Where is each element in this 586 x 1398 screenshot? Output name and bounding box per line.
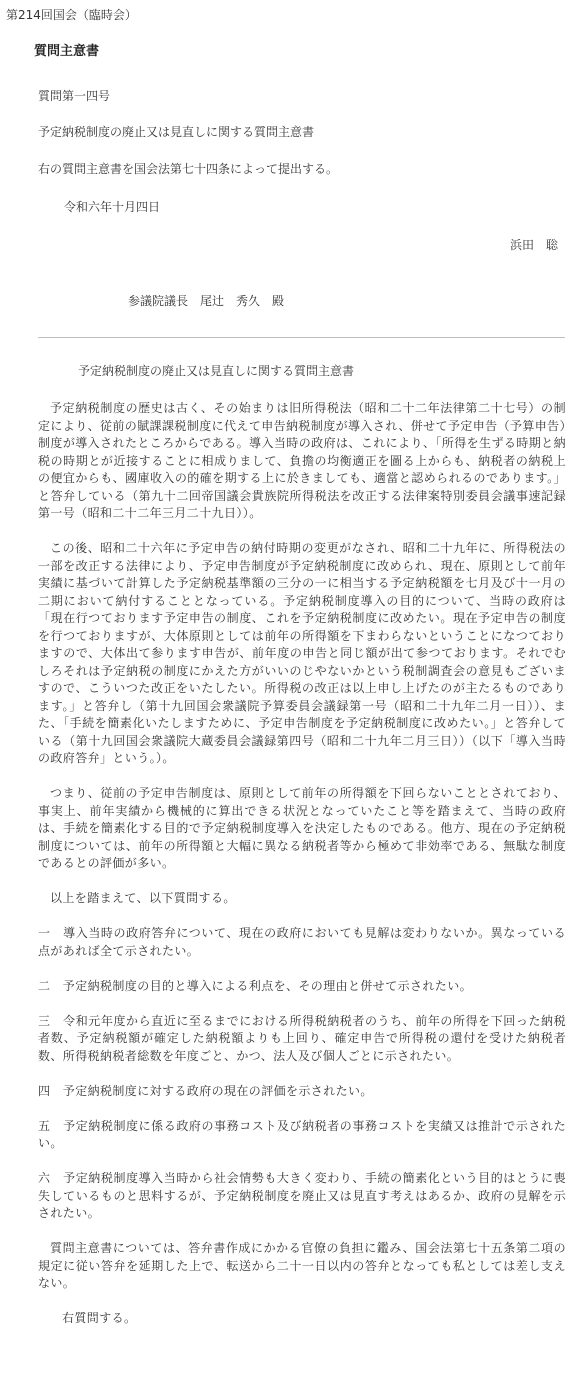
body-paragraph-revision: この後、昭和二十六年に予定申告の納付時期の変更がなされ、昭和二十九年に、所得税法の一部を改正する法律により、予定申告制度が予定納税制度に改められ、現在、原則として前年実績に基づいて計算した予定納税基準額の三分の一に相当する予定納税額を七月及び十一月の二期において納付することとなっている。予定納税制度導入の目的について、当時の政府は「現在行つております予定申告の制度、これを予定納税制度に改めたい。現在予定申告の制度を行つておりますが、大体原則としては前年の所得額を下まわらないということになつておりますので、大体出て参ります申告が、前年度の申告と同じ額が出て参つております。それでむしろそれは予定納税の制度にかえた方がいいのじやないかという税制調査会の意見もございますので、こういつた改正をいたしたい。所得税の改正は以上申し上げたのが主たるものであります。」と答弁し（第十九回国会衆議院予算委員会議録第一号（昭和二十九年二月一日））、また、「手続を簡素化いたしますために、予定申告制度を予定納税制度に改めたい。」と答弁している（第十九回国会衆議院大蔵委員会議録第四号（昭和二十九年二月三日））（以下「導入当時の政府答弁」という。）。 xyxy=(38,541,566,765)
question-number: 質問第一四号 xyxy=(38,89,111,103)
session-label: 第214回国会（臨時会） xyxy=(6,8,137,22)
divider xyxy=(38,337,565,338)
body-paragraph-lead: 以上を踏まえて、以下質問する。 xyxy=(50,891,236,905)
document-kind-heading: 質問主意書 xyxy=(34,44,100,59)
submission-statement: 右の質問主意書を国会法第七十四条によって提出する。 xyxy=(38,162,339,176)
question-item-2: 二 予定納税制度の目的と導入による利点を、その理由と併せて示されたい。 xyxy=(38,978,473,993)
question-item-3: 三 令和元年度から直近に至るまでにおける所得税納税者のうち、前年の所得を下回った納税者数、予定納税額が確定した納税額よりも上回り、確定申告で所得税の還付を受けた納税者数、所得税納税者総数を年度ごと、かつ、法人及び個人ごとに示されたい。 xyxy=(38,1013,566,1063)
closing-statement: 右質問する。 xyxy=(62,1311,137,1325)
question-item-5: 五 予定納税制度に係る政府の事務コスト及び納税者の事務コストを実績又は推計で示されたい。 xyxy=(38,1118,566,1150)
addressee: 参議院議長 尾辻 秀久 殿 xyxy=(128,294,285,308)
body-paragraph-summary: つまり、従前の予定申告制度は、原則として前年の所得額を下回らないこととされており、事実上、前年実績から機械的に算出できる状況となっていたこと等を踏まえて、当時の政府は、手続を簡素化する目的で予定納税制度導入を決定したものである。他方、現在の予定納税制度については、前年の所得額と大幅に異なる納税者等から極めて非効率である、無駄な制度であるとの評価が多い。 xyxy=(38,786,566,870)
body-paragraph-answer-deferral: 質問主意書については、答弁書作成にかかる官僚の負担に鑑み、国会法第七十五条第二項の規定に従い答弁を延期した上で、転送から二十一日以内の答弁となっても私としては差し支えない。 xyxy=(38,1241,566,1290)
body-title: 予定納税制度の廃止又は見直しに関する質問主意書 xyxy=(78,364,355,378)
cover-title: 予定納税制度の廃止又は見直しに関する質問主意書 xyxy=(38,125,315,139)
question-item-1: 一 導入当時の政府答弁について、現在の政府においても見解は変わりないか。異なっている点があれば全て示されたい。 xyxy=(38,926,566,958)
question-body xyxy=(38,400,566,1345)
body-paragraph-history: 予定納税制度の歴史は古く、その始まりは旧所得税法（昭和二十二年法律第二十七号）の制定により、従前の賦課課税制度に代えて申告納税制度が導入され、併せて予定申告（予算申告）制度が導入されたところからである。導入当時の政府は、これにより、「所得を生ずる時期と納税の時期とが近接することに相成りまして、負擔の均衡適正を圖る上からも、納税者の納税上の便宜からも、國庫收入の的確を期する上に於きましても、適當と認められるのであります。」と答弁している（第九十二回帝国議会貴族院所得税法を改正する法律案特別委員会議事速記録第一号（昭和二十二年三月二十九日））。 xyxy=(38,401,566,520)
submission-date: 令和六年十月四日 xyxy=(64,200,161,214)
author-name: 浜田 聡 xyxy=(509,238,558,252)
question-item-4: 四 予定納税制度に対する政府の現在の評価を示されたい。 xyxy=(38,1083,373,1098)
question-item-6: 六 予定納税制度導入当時から社会情勢も大きく変わり、手続の簡素化という目的はとうに喪失しているものと思料するが、予定納税制度を廃止又は見直す考えはあるか、政府の見解を示されたい。 xyxy=(38,1171,566,1220)
